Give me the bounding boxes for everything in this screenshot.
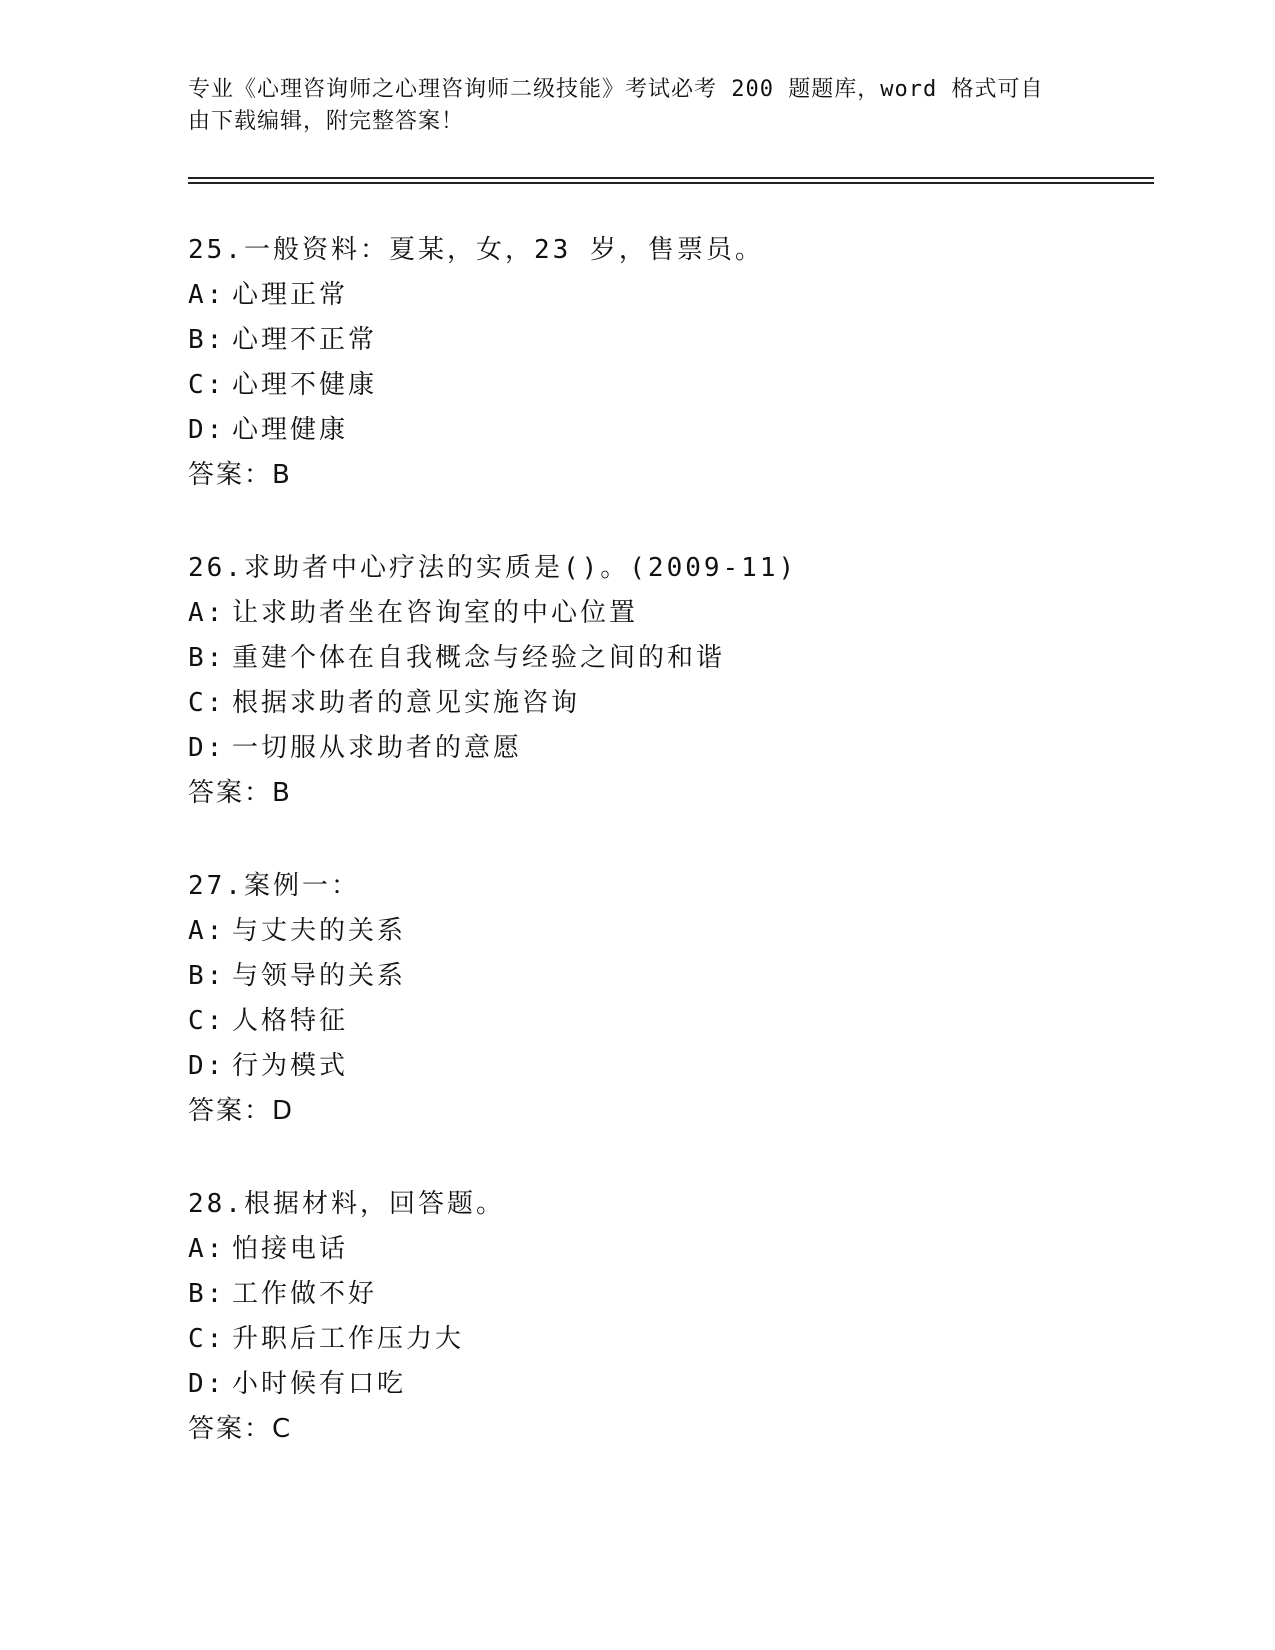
option-text: 让求助者坐在咨询室的中心位置 (232, 598, 639, 628)
option-text: 工作做不好 (232, 1279, 378, 1309)
option-text: 心理正常 (232, 280, 349, 310)
option-text: 行为模式 (232, 1051, 349, 1081)
option-text: 与丈夫的关系 (232, 916, 407, 946)
option-a (188, 1227, 1148, 1272)
option-label: D: (188, 1369, 226, 1399)
question-stem: 28.根据材料，回答题。 (188, 1189, 505, 1219)
answer-line: 答案：D (188, 1096, 295, 1126)
option-label: D: (188, 1051, 226, 1081)
option-text: 怕接电话 (232, 1234, 349, 1264)
header-line-1: 专业《心理咨询师之心理咨询师二级技能》考试必考 200 题题库，word 格式可自 (188, 77, 1044, 102)
header-divider-top (188, 177, 1154, 179)
option-d (188, 408, 1148, 453)
option-a (188, 591, 1148, 636)
option-text: 心理不健康 (232, 370, 378, 400)
question-27 (188, 864, 1148, 1134)
answer-line: 答案：C (188, 1414, 293, 1444)
option-c (188, 1317, 1148, 1362)
option-text: 升职后工作压力大 (232, 1324, 465, 1354)
option-text: 一切服从求助者的意愿 (232, 733, 523, 763)
option-text: 心理健康 (232, 415, 349, 445)
option-c (188, 999, 1148, 1044)
question-26 (188, 546, 1148, 816)
option-label: A: (188, 916, 226, 946)
option-text: 小时候有口吃 (232, 1369, 407, 1399)
option-label: A: (188, 598, 226, 628)
option-label: D: (188, 415, 226, 445)
option-text: 重建个体在自我概念与经验之间的和谐 (232, 643, 726, 673)
question-stem: 25.一般资料：夏某，女，23 岁，售票员。 (188, 235, 764, 265)
option-label: B: (188, 325, 226, 355)
option-d (188, 1362, 1148, 1407)
option-a (188, 909, 1148, 954)
document-header (188, 74, 1068, 138)
option-b (188, 318, 1148, 363)
option-label: A: (188, 280, 226, 310)
option-b (188, 636, 1148, 681)
option-a (188, 273, 1148, 318)
option-label: D: (188, 733, 226, 763)
option-b (188, 1272, 1148, 1317)
option-label: C: (188, 370, 226, 400)
question-stem: 27.案例一： (188, 871, 360, 901)
option-b (188, 954, 1148, 999)
option-label: C: (188, 688, 226, 718)
question-stem: 26.求助者中心疗法的实质是()。(2009-11) (188, 553, 798, 583)
answer-line: 答案：B (188, 778, 292, 808)
option-c (188, 363, 1148, 408)
header-line-2: 由下载编辑，附完整答案！ (188, 109, 465, 134)
option-label: C: (188, 1006, 226, 1036)
question-25 (188, 228, 1148, 498)
option-label: B: (188, 1279, 226, 1309)
option-d (188, 726, 1148, 771)
option-label: B: (188, 961, 226, 991)
answer-line: 答案：B (188, 460, 292, 490)
option-text: 根据求助者的意见实施咨询 (232, 688, 581, 718)
header-divider-bottom (188, 182, 1154, 184)
option-label: B: (188, 643, 226, 673)
option-text: 与领导的关系 (232, 961, 407, 991)
question-28 (188, 1182, 1148, 1452)
option-label: C: (188, 1324, 226, 1354)
option-text: 人格特征 (232, 1006, 349, 1036)
option-c (188, 681, 1148, 726)
option-d (188, 1044, 1148, 1089)
option-text: 心理不正常 (232, 325, 378, 355)
option-label: A: (188, 1234, 226, 1264)
